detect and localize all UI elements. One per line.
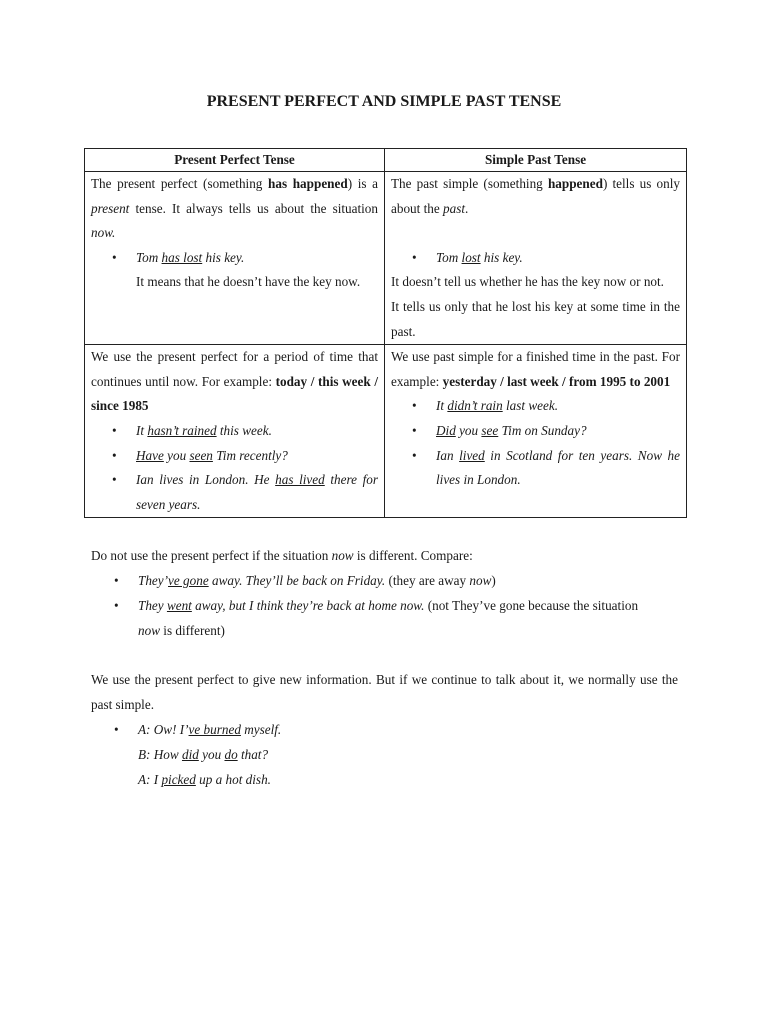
example-continuation: now is different) (138, 623, 225, 638)
table-row (85, 172, 687, 345)
present-perfect-time-cell (85, 345, 385, 518)
table-header-row (85, 149, 687, 172)
example-bullet: • It hasn’t rained this week. (91, 419, 378, 444)
new-information-section (91, 667, 678, 792)
example-bullet: • Did you see Tim on Sunday? (391, 419, 680, 444)
comparison-table (84, 148, 687, 518)
present-perfect-intro: The present perfect (something has happened) is a present tense. It always tells us about the situation now. (91, 176, 378, 241)
example-bullet: • Ian lives in London. He has lived there for seven years. (91, 468, 378, 517)
simple-past-time-intro: We use past simple for a finished time in the past. For example: yesterday / last week / from 1995 to 2001 (391, 349, 680, 389)
table-row (85, 345, 687, 518)
example-note: It doesn’t tell us whether he has the key now or not. (391, 274, 664, 290)
example-bullet: • Have you seen Tim recently? (91, 444, 378, 469)
present-perfect-time-intro: We use the present perfect for a period of time that continues until now. For example: today / this week / since 1985 (91, 349, 378, 414)
compare-intro: Do not use the present perfect if the situation now is different. Compare: (91, 548, 473, 563)
dialogue-line: B: How did you do that? (138, 747, 269, 762)
new-information-intro: We use the present perfect to give new information. But if we continue to talk about it, we normally use the past simple. (91, 672, 678, 712)
example-bullet: • Ian lived in Scotland for ten years. Now he lives in London. (391, 444, 680, 493)
example-note: It means that he doesn’t have the key now. (136, 274, 361, 290)
example-bullet: • They went away, but I think they’re back at home now. (not They’ve gone because the situation (91, 593, 678, 618)
dialogue-line: A: I picked up a hot dish. (138, 772, 271, 787)
dialogue-line: • A: Ow! I’ve burned myself. (91, 717, 678, 742)
simple-past-time-cell (385, 345, 687, 518)
example-bullet: • They’ve gone away. They’ll be back on Friday. (they are away now) (91, 568, 678, 593)
simple-past-intro: The past simple (something happened) tells us only about the past. (391, 176, 680, 216)
compare-section (91, 543, 678, 643)
spacer (391, 221, 680, 246)
example-note: It tells us only that he lost his key at some time in the past. (391, 298, 680, 339)
header-simple-past: Simple Past Tense (385, 149, 687, 172)
present-perfect-explanation-cell (85, 172, 385, 345)
simple-past-explanation-cell (385, 172, 687, 345)
document-title: PRESENT PERFECT AND SIMPLE PAST TENSE (206, 93, 562, 110)
example-bullet: • Tom lost his key. (391, 246, 680, 271)
example-bullet: • Tom has lost his key. (91, 246, 378, 271)
example-bullet: • It didn’t rain last week. (391, 394, 680, 419)
header-present-perfect: Present Perfect Tense (85, 149, 385, 172)
